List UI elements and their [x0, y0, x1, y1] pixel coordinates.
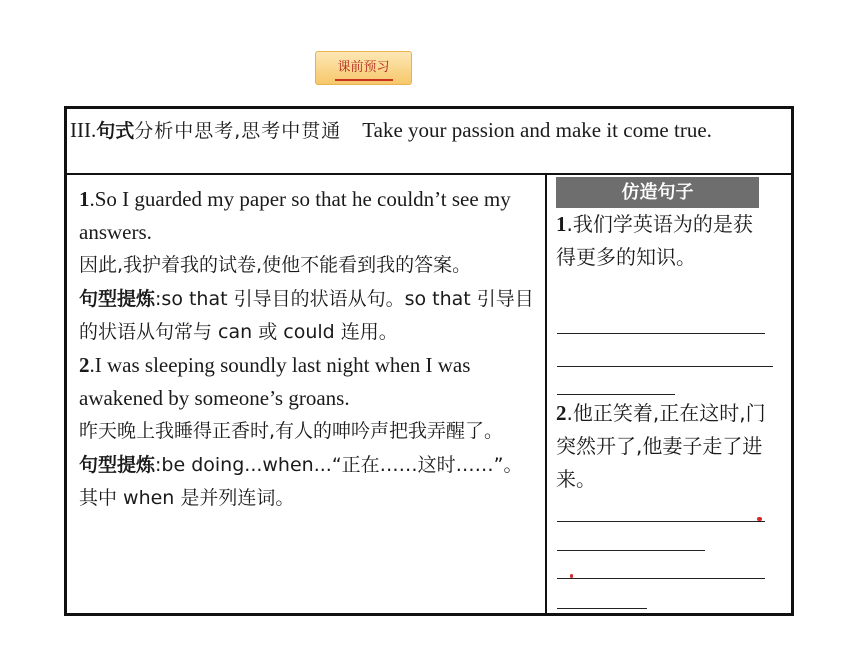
- pattern-item-1: [79, 183, 539, 349]
- answer-blank[interactable]: [557, 550, 705, 551]
- badge-underline: [335, 79, 393, 81]
- item-number: 2: [79, 352, 90, 377]
- item-number: 1: [79, 187, 90, 211]
- answer-blank[interactable]: [557, 608, 647, 609]
- imitate-label: 仿造句子: [556, 177, 759, 208]
- column-divider: [545, 175, 547, 613]
- example-translation: 因此,我护着我的试卷,使他不能看到我的答案。: [79, 254, 472, 277]
- section-numeral: III.: [70, 118, 97, 142]
- section-header: [67, 109, 791, 175]
- exercise-prompt: .我们学英语为的是获得更多的知识。: [556, 212, 753, 269]
- summary-label: 句型提炼: [79, 287, 156, 310]
- answer-blank[interactable]: [557, 578, 765, 579]
- exercise-item-2: [556, 397, 768, 496]
- summary-text: :so that 引导目的状语从句。so that 引导目的状语从句常与 can 或 could 连用。: [79, 287, 534, 344]
- section-motto: Take your passion and make it come true.: [362, 118, 712, 142]
- red-mark: [757, 517, 762, 521]
- exercise-prompt: .他正笑着,正在这时,门突然开了,他妻子走了进来。: [556, 401, 766, 491]
- badge-label: 课前预习: [337, 59, 390, 75]
- content-table: [64, 106, 794, 616]
- item-number: 2: [556, 401, 567, 425]
- example-sentence: .I was sleeping soundly last night when I was awakened by someone’s groans.: [79, 352, 471, 410]
- lesson-badge: [315, 51, 412, 85]
- example-translation: 昨天晚上我睡得正香时,有人的呻吟声把我弄醒了。: [79, 420, 504, 443]
- red-mark: [570, 574, 573, 578]
- summary-text: :be doing...when...“正在……这时……”。其中 when 是并列连词。: [79, 453, 523, 510]
- imitation-exercises: [556, 177, 782, 274]
- example-sentence: .So I guarded my paper so that he couldn’t see my answers.: [79, 187, 511, 244]
- answer-blank[interactable]: [557, 394, 675, 395]
- answer-blank[interactable]: [557, 521, 765, 522]
- pattern-item-2: [79, 349, 539, 515]
- item-number: 1: [556, 212, 567, 236]
- section-title: 句式: [96, 120, 135, 142]
- answer-blank[interactable]: [557, 333, 765, 334]
- summary-label: 句型提炼: [79, 453, 156, 476]
- sentence-patterns: [79, 183, 539, 515]
- exercise-item-1: [556, 208, 768, 274]
- section-subtitle: 分析中思考,思考中贯通: [134, 120, 342, 142]
- answer-blank[interactable]: [557, 366, 773, 367]
